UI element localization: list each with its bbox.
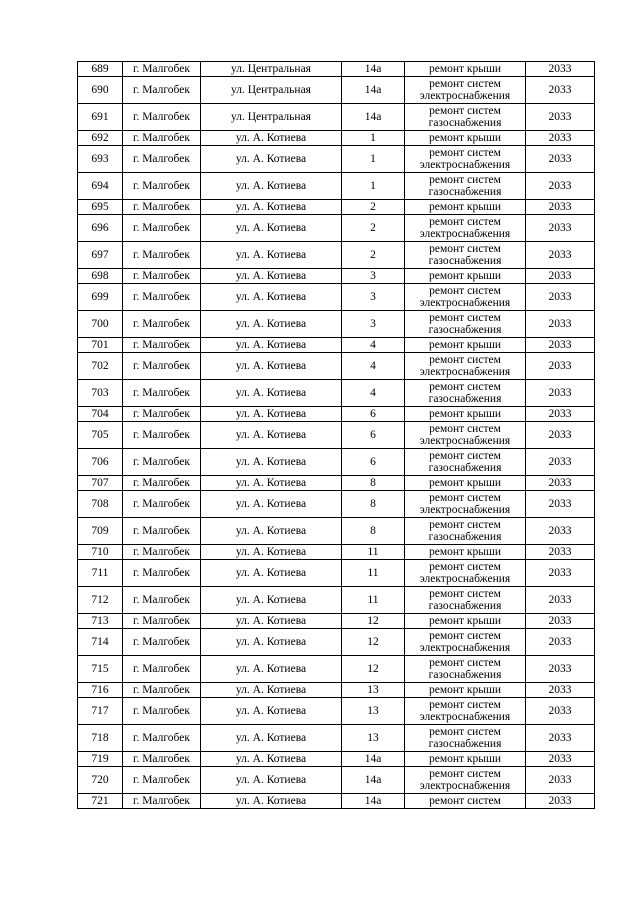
cell-year: 2033 bbox=[526, 242, 595, 269]
repair-schedule-table bbox=[77, 61, 595, 809]
cell-house-number: 8 bbox=[342, 491, 405, 518]
cell-street: ул. А. Котиева bbox=[201, 491, 342, 518]
cell-work-type: ремонт систем газоснабжения bbox=[405, 587, 526, 614]
cell-street: ул. А. Котиева bbox=[201, 215, 342, 242]
table-row bbox=[78, 518, 595, 545]
cell-street: ул. А. Котиева bbox=[201, 614, 342, 629]
cell-row-number: 695 bbox=[78, 200, 123, 215]
cell-city: г. Малгобек bbox=[123, 422, 201, 449]
cell-house-number: 13 bbox=[342, 683, 405, 698]
cell-work-type: ремонт крыши bbox=[405, 338, 526, 353]
cell-house-number: 6 bbox=[342, 422, 405, 449]
table-row bbox=[78, 422, 595, 449]
cell-city: г. Малгобек bbox=[123, 518, 201, 545]
cell-city: г. Малгобек bbox=[123, 629, 201, 656]
cell-year: 2033 bbox=[526, 476, 595, 491]
cell-row-number: 689 bbox=[78, 62, 123, 77]
cell-street: ул. А. Котиева bbox=[201, 725, 342, 752]
cell-city: г. Малгобек bbox=[123, 449, 201, 476]
cell-house-number: 6 bbox=[342, 407, 405, 422]
cell-street: ул. А. Котиева bbox=[201, 767, 342, 794]
cell-year: 2033 bbox=[526, 62, 595, 77]
table-row bbox=[78, 146, 595, 173]
cell-work-type: ремонт систем электроснабжения bbox=[405, 698, 526, 725]
cell-row-number: 716 bbox=[78, 683, 123, 698]
cell-year: 2033 bbox=[526, 131, 595, 146]
table-row bbox=[78, 449, 595, 476]
cell-city: г. Малгобек bbox=[123, 767, 201, 794]
table-row bbox=[78, 200, 595, 215]
cell-house-number: 11 bbox=[342, 545, 405, 560]
cell-year: 2033 bbox=[526, 449, 595, 476]
table-row bbox=[78, 131, 595, 146]
cell-work-type: ремонт крыши bbox=[405, 269, 526, 284]
cell-year: 2033 bbox=[526, 629, 595, 656]
cell-city: г. Малгобек bbox=[123, 476, 201, 491]
table-row bbox=[78, 407, 595, 422]
cell-street: ул. А. Котиева bbox=[201, 683, 342, 698]
cell-house-number: 14а bbox=[342, 104, 405, 131]
cell-house-number: 3 bbox=[342, 284, 405, 311]
cell-row-number: 719 bbox=[78, 752, 123, 767]
table-row bbox=[78, 491, 595, 518]
cell-work-type: ремонт систем электроснабжения bbox=[405, 491, 526, 518]
cell-work-type: ремонт систем газоснабжения bbox=[405, 725, 526, 752]
cell-year: 2033 bbox=[526, 545, 595, 560]
table-row bbox=[78, 752, 595, 767]
cell-row-number: 693 bbox=[78, 146, 123, 173]
cell-year: 2033 bbox=[526, 338, 595, 353]
cell-work-type: ремонт крыши bbox=[405, 752, 526, 767]
cell-work-type: ремонт крыши bbox=[405, 131, 526, 146]
cell-street: ул. А. Котиева bbox=[201, 752, 342, 767]
cell-work-type: ремонт систем газоснабжения bbox=[405, 173, 526, 200]
cell-year: 2033 bbox=[526, 173, 595, 200]
cell-city: г. Малгобек bbox=[123, 725, 201, 752]
cell-work-type: ремонт систем газоснабжения bbox=[405, 242, 526, 269]
cell-row-number: 720 bbox=[78, 767, 123, 794]
cell-house-number: 11 bbox=[342, 560, 405, 587]
cell-street: ул. А. Котиева bbox=[201, 629, 342, 656]
cell-street: ул. А. Котиева bbox=[201, 422, 342, 449]
cell-work-type: ремонт систем электроснабжения bbox=[405, 353, 526, 380]
cell-year: 2033 bbox=[526, 284, 595, 311]
cell-city: г. Малгобек bbox=[123, 269, 201, 284]
cell-house-number: 11 bbox=[342, 587, 405, 614]
cell-street: ул. А. Котиева bbox=[201, 200, 342, 215]
cell-row-number: 708 bbox=[78, 491, 123, 518]
cell-city: г. Малгобек bbox=[123, 683, 201, 698]
cell-house-number: 8 bbox=[342, 476, 405, 491]
cell-street: ул. А. Котиева bbox=[201, 518, 342, 545]
table-row bbox=[78, 683, 595, 698]
cell-work-type: ремонт систем электроснабжения bbox=[405, 767, 526, 794]
cell-house-number: 14а bbox=[342, 794, 405, 809]
cell-year: 2033 bbox=[526, 269, 595, 284]
table-row bbox=[78, 587, 595, 614]
cell-year: 2033 bbox=[526, 407, 595, 422]
table-row bbox=[78, 269, 595, 284]
cell-city: г. Малгобек bbox=[123, 62, 201, 77]
table-row bbox=[78, 476, 595, 491]
cell-street: ул. А. Котиева bbox=[201, 545, 342, 560]
table-row bbox=[78, 311, 595, 338]
cell-city: г. Малгобек bbox=[123, 104, 201, 131]
cell-work-type: ремонт систем электроснабжения bbox=[405, 146, 526, 173]
cell-street: ул. А. Котиева bbox=[201, 131, 342, 146]
table-row bbox=[78, 380, 595, 407]
cell-street: ул. А. Котиева bbox=[201, 476, 342, 491]
cell-year: 2033 bbox=[526, 146, 595, 173]
cell-street: ул. Центральная bbox=[201, 62, 342, 77]
cell-house-number: 8 bbox=[342, 518, 405, 545]
cell-work-type: ремонт систем газоснабжения bbox=[405, 380, 526, 407]
cell-row-number: 690 bbox=[78, 77, 123, 104]
cell-year: 2033 bbox=[526, 200, 595, 215]
cell-row-number: 707 bbox=[78, 476, 123, 491]
cell-row-number: 713 bbox=[78, 614, 123, 629]
cell-year: 2033 bbox=[526, 614, 595, 629]
cell-street: ул. А. Котиева bbox=[201, 338, 342, 353]
cell-work-type: ремонт крыши bbox=[405, 62, 526, 77]
cell-work-type: ремонт крыши bbox=[405, 200, 526, 215]
cell-row-number: 697 bbox=[78, 242, 123, 269]
cell-house-number: 2 bbox=[342, 200, 405, 215]
cell-street: ул. А. Котиева bbox=[201, 146, 342, 173]
cell-work-type: ремонт систем газоснабжения bbox=[405, 311, 526, 338]
cell-house-number: 12 bbox=[342, 656, 405, 683]
cell-street: ул. Центральная bbox=[201, 77, 342, 104]
cell-row-number: 704 bbox=[78, 407, 123, 422]
cell-work-type: ремонт крыши bbox=[405, 683, 526, 698]
cell-street: ул. А. Котиева bbox=[201, 380, 342, 407]
cell-row-number: 714 bbox=[78, 629, 123, 656]
cell-row-number: 717 bbox=[78, 698, 123, 725]
cell-row-number: 700 bbox=[78, 311, 123, 338]
cell-house-number: 14а bbox=[342, 77, 405, 104]
cell-street: ул. А. Котиева bbox=[201, 284, 342, 311]
cell-year: 2033 bbox=[526, 311, 595, 338]
cell-row-number: 715 bbox=[78, 656, 123, 683]
cell-year: 2033 bbox=[526, 698, 595, 725]
table-row bbox=[78, 215, 595, 242]
cell-row-number: 699 bbox=[78, 284, 123, 311]
cell-city: г. Малгобек bbox=[123, 698, 201, 725]
cell-work-type: ремонт крыши bbox=[405, 476, 526, 491]
cell-house-number: 4 bbox=[342, 380, 405, 407]
cell-house-number: 6 bbox=[342, 449, 405, 476]
cell-row-number: 721 bbox=[78, 794, 123, 809]
cell-work-type: ремонт систем электроснабжения bbox=[405, 215, 526, 242]
cell-year: 2033 bbox=[526, 215, 595, 242]
cell-street: ул. А. Котиева bbox=[201, 311, 342, 338]
cell-year: 2033 bbox=[526, 422, 595, 449]
cell-house-number: 14а bbox=[342, 752, 405, 767]
cell-house-number: 14а bbox=[342, 767, 405, 794]
cell-row-number: 701 bbox=[78, 338, 123, 353]
cell-house-number: 2 bbox=[342, 242, 405, 269]
cell-row-number: 692 bbox=[78, 131, 123, 146]
cell-year: 2033 bbox=[526, 752, 595, 767]
cell-city: г. Малгобек bbox=[123, 353, 201, 380]
table-row bbox=[78, 725, 595, 752]
cell-work-type: ремонт систем электроснабжения bbox=[405, 284, 526, 311]
table-row bbox=[78, 338, 595, 353]
cell-city: г. Малгобек bbox=[123, 311, 201, 338]
table-row bbox=[78, 794, 595, 809]
cell-year: 2033 bbox=[526, 491, 595, 518]
cell-work-type: ремонт крыши bbox=[405, 545, 526, 560]
cell-year: 2033 bbox=[526, 794, 595, 809]
cell-row-number: 706 bbox=[78, 449, 123, 476]
table-row bbox=[78, 77, 595, 104]
cell-work-type: ремонт систем газоснабжения bbox=[405, 518, 526, 545]
table-row bbox=[78, 698, 595, 725]
cell-year: 2033 bbox=[526, 518, 595, 545]
cell-year: 2033 bbox=[526, 683, 595, 698]
cell-row-number: 696 bbox=[78, 215, 123, 242]
cell-year: 2033 bbox=[526, 656, 595, 683]
cell-row-number: 691 bbox=[78, 104, 123, 131]
cell-work-type: ремонт крыши bbox=[405, 614, 526, 629]
cell-street: ул. А. Котиева bbox=[201, 587, 342, 614]
cell-row-number: 694 bbox=[78, 173, 123, 200]
cell-row-number: 710 bbox=[78, 545, 123, 560]
cell-row-number: 702 bbox=[78, 353, 123, 380]
cell-city: г. Малгобек bbox=[123, 545, 201, 560]
cell-house-number: 12 bbox=[342, 629, 405, 656]
cell-street: ул. А. Котиева bbox=[201, 698, 342, 725]
cell-street: ул. А. Котиева bbox=[201, 269, 342, 284]
cell-city: г. Малгобек bbox=[123, 560, 201, 587]
cell-year: 2033 bbox=[526, 353, 595, 380]
cell-street: ул. А. Котиева bbox=[201, 242, 342, 269]
table-row bbox=[78, 545, 595, 560]
cell-city: г. Малгобек bbox=[123, 491, 201, 518]
cell-city: г. Малгобек bbox=[123, 587, 201, 614]
table-row bbox=[78, 242, 595, 269]
cell-city: г. Малгобек bbox=[123, 242, 201, 269]
cell-row-number: 711 bbox=[78, 560, 123, 587]
cell-street: ул. А. Котиева bbox=[201, 407, 342, 422]
cell-year: 2033 bbox=[526, 560, 595, 587]
cell-row-number: 703 bbox=[78, 380, 123, 407]
cell-row-number: 718 bbox=[78, 725, 123, 752]
cell-city: г. Малгобек bbox=[123, 380, 201, 407]
cell-street: ул. Центральная bbox=[201, 104, 342, 131]
cell-work-type: ремонт систем bbox=[405, 794, 526, 809]
table-row bbox=[78, 656, 595, 683]
cell-work-type: ремонт систем электроснабжения bbox=[405, 560, 526, 587]
cell-house-number: 12 bbox=[342, 614, 405, 629]
cell-city: г. Малгобек bbox=[123, 173, 201, 200]
cell-work-type: ремонт систем электроснабжения bbox=[405, 77, 526, 104]
cell-year: 2033 bbox=[526, 587, 595, 614]
cell-house-number: 3 bbox=[342, 269, 405, 284]
cell-year: 2033 bbox=[526, 77, 595, 104]
cell-row-number: 698 bbox=[78, 269, 123, 284]
cell-house-number: 4 bbox=[342, 338, 405, 353]
cell-house-number: 14а bbox=[342, 62, 405, 77]
table-row bbox=[78, 284, 595, 311]
cell-house-number: 3 bbox=[342, 311, 405, 338]
cell-street: ул. А. Котиева bbox=[201, 449, 342, 476]
cell-work-type: ремонт систем газоснабжения bbox=[405, 449, 526, 476]
cell-street: ул. А. Котиева bbox=[201, 794, 342, 809]
cell-work-type: ремонт крыши bbox=[405, 407, 526, 422]
cell-house-number: 1 bbox=[342, 146, 405, 173]
cell-street: ул. А. Котиева bbox=[201, 353, 342, 380]
cell-year: 2033 bbox=[526, 767, 595, 794]
cell-house-number: 13 bbox=[342, 698, 405, 725]
table-row bbox=[78, 614, 595, 629]
cell-city: г. Малгобек bbox=[123, 656, 201, 683]
cell-city: г. Малгобек bbox=[123, 284, 201, 311]
cell-city: г. Малгобек bbox=[123, 77, 201, 104]
cell-street: ул. А. Котиева bbox=[201, 173, 342, 200]
cell-street: ул. А. Котиева bbox=[201, 560, 342, 587]
table-row bbox=[78, 353, 595, 380]
cell-row-number: 712 bbox=[78, 587, 123, 614]
cell-row-number: 709 bbox=[78, 518, 123, 545]
cell-city: г. Малгобек bbox=[123, 146, 201, 173]
cell-city: г. Малгобек bbox=[123, 338, 201, 353]
cell-year: 2033 bbox=[526, 725, 595, 752]
cell-city: г. Малгобек bbox=[123, 752, 201, 767]
cell-house-number: 2 bbox=[342, 215, 405, 242]
table-row bbox=[78, 629, 595, 656]
cell-city: г. Малгобек bbox=[123, 794, 201, 809]
cell-house-number: 1 bbox=[342, 131, 405, 146]
cell-house-number: 13 bbox=[342, 725, 405, 752]
table-row bbox=[78, 173, 595, 200]
cell-year: 2033 bbox=[526, 380, 595, 407]
table-row bbox=[78, 560, 595, 587]
cell-row-number: 705 bbox=[78, 422, 123, 449]
cell-work-type: ремонт систем газоснабжения bbox=[405, 104, 526, 131]
cell-house-number: 4 bbox=[342, 353, 405, 380]
cell-city: г. Малгобек bbox=[123, 131, 201, 146]
cell-year: 2033 bbox=[526, 104, 595, 131]
table-row bbox=[78, 104, 595, 131]
cell-city: г. Малгобек bbox=[123, 407, 201, 422]
cell-work-type: ремонт систем газоснабжения bbox=[405, 656, 526, 683]
cell-work-type: ремонт систем электроснабжения bbox=[405, 629, 526, 656]
table-body bbox=[78, 62, 595, 809]
cell-house-number: 1 bbox=[342, 173, 405, 200]
cell-city: г. Малгобек bbox=[123, 215, 201, 242]
cell-city: г. Малгобек bbox=[123, 614, 201, 629]
cell-street: ул. А. Котиева bbox=[201, 656, 342, 683]
cell-work-type: ремонт систем электроснабжения bbox=[405, 422, 526, 449]
cell-city: г. Малгобек bbox=[123, 200, 201, 215]
table-row bbox=[78, 767, 595, 794]
table-row bbox=[78, 62, 595, 77]
